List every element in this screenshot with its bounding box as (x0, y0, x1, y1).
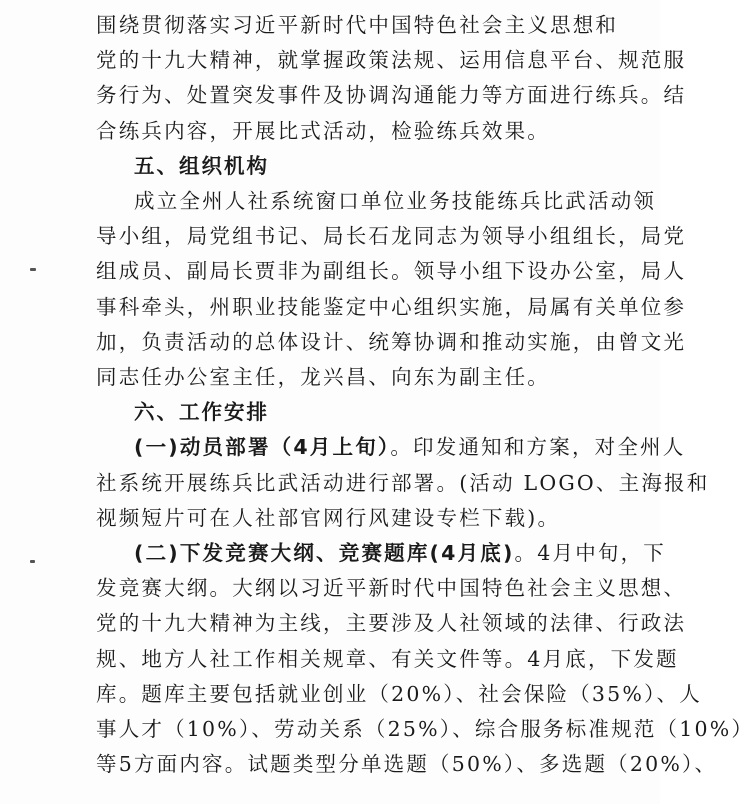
text-line: 社系统开展练兵比武活动进行部署。(活动 LOGO、主海报和 (96, 470, 710, 495)
section-heading-work-arrangement: 六、工作安排 (134, 400, 269, 425)
item-heading-syllabus: (二)下发竞赛大纲、竞赛题库(4月底) (134, 541, 515, 566)
text-line: 围绕贯彻落实习近平新时代中国特色社会主义思想和 (96, 13, 619, 37)
text-line: 同志任办公室主任，龙兴昌、向东为副主任。 (96, 365, 550, 390)
paragraph-item-syllabus (96, 536, 754, 782)
scan-mark (30, 560, 35, 563)
paragraph-organization (96, 184, 687, 395)
paragraph-item-mobilization (96, 430, 710, 536)
text-line: 事科牵头，州职业技能鉴定中心组织实施，局属有关单位参 (96, 294, 687, 319)
text-line: 发竞赛大纲。大纲以习近平新时代中国特色社会主义思想、 (96, 576, 687, 601)
text-line: 导小组，局党组书记、局长石龙同志为领导小组组长，局党 (96, 224, 687, 249)
text-line: 规、地方人社工作相关规章、有关文件等。4月底，下发题 (96, 646, 679, 671)
section-heading-organization: 五、组织机构 (134, 153, 269, 178)
text-line: 务行为、处置突发事件及协调沟通能力等方面进行练兵。结 (96, 83, 687, 108)
text-line: 库。题库主要包括就业创业（20%）、社会保险（35%）、人 (96, 681, 702, 706)
text-line: 事人才（10%）、劳动关系（25%）、综合服务标准规范（10%） (96, 717, 754, 742)
text-line: 加，负责活动的总体设计、统筹协调和推动实施，由曾文光 (96, 329, 687, 354)
scan-mark (30, 268, 36, 271)
text-line: 成立全州人社系统窗口单位业务技能练兵比武活动领 (134, 189, 657, 214)
text-line: 视频短片可在人社部官网行风建设专栏下载)。 (96, 505, 561, 530)
item-heading-mobilization: (一)动员部署（4月上旬） (134, 435, 391, 460)
text-line: 党的十九大精神，就掌握政策法规、运用信息平台、规范服 (96, 48, 687, 73)
text-line: 党的十九大精神为主线，主要涉及人社领域的法律、行政法 (96, 611, 687, 636)
text-line: (一)动员部署（4月上旬）。印发通知和方案，对全州人 (134, 435, 686, 460)
text-line: 合练兵内容，开展比式活动，检验练兵效果。 (96, 118, 550, 143)
text-line: 等5方面内容。试题类型分单选题（50%）、多选题（20%）、 (96, 752, 718, 777)
paragraph-opening (96, 8, 687, 149)
text-line: 组成员、副局长贾非为副组长。领导小组下设办公室，局人 (96, 259, 687, 284)
text-line: (二)下发竞赛大纲、竞赛题库(4月底)。4月中旬，下 (134, 541, 666, 566)
